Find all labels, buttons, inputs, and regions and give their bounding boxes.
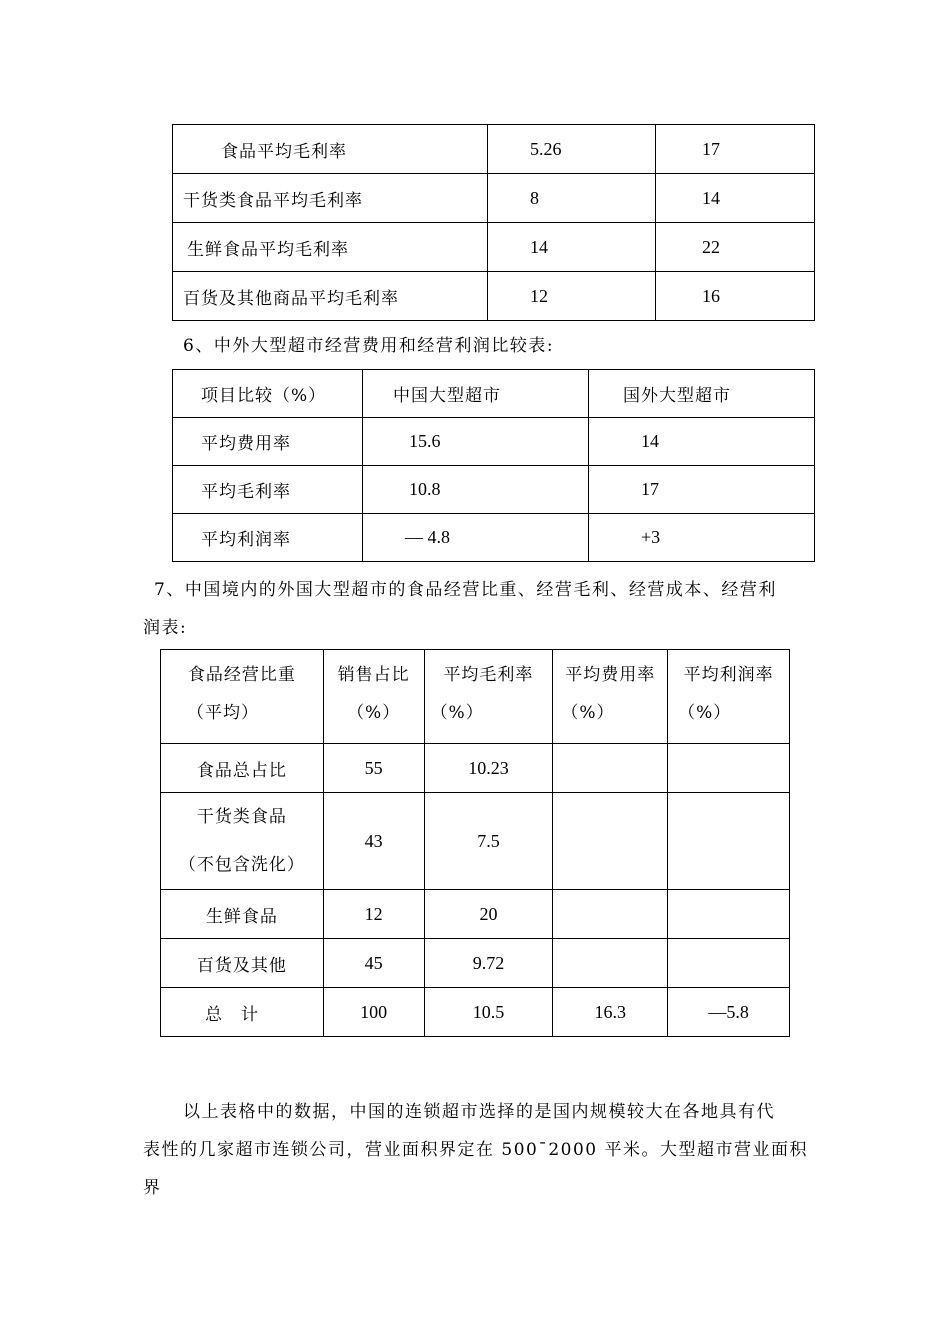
header-line: 销售占比 [337, 665, 410, 685]
section-6-heading: 6、中外大型超市经营费用和经营利润比较表: [183, 336, 555, 356]
china-value: 10.8 [363, 466, 589, 514]
gross-value: 7.5 [424, 793, 553, 890]
table-row [173, 223, 815, 272]
foreign-value: 14 [589, 418, 815, 466]
foreign-value: 22 [656, 223, 815, 272]
table-total-row [161, 988, 790, 1037]
sales-value: 100 [323, 988, 424, 1037]
table-row [161, 890, 790, 939]
row-label: 平均费用率 [173, 418, 363, 466]
row-label-note: （不包含洗化） [178, 855, 305, 875]
paragraph-line2: 表性的几家超市连锁公司，营业面积界定在 500¯2000 平米。大型超市营业面积 [143, 1140, 809, 1160]
profit-value [668, 890, 790, 939]
header-cost-rate [553, 650, 668, 744]
profit-value [668, 793, 790, 890]
gross-value: 20 [424, 890, 553, 939]
header-foreign: 国外大型超市 [589, 370, 815, 418]
gross-margin-table [172, 124, 815, 321]
header-line: （平均） [187, 703, 259, 723]
header-item: 项目比较（%） [173, 370, 363, 418]
sales-value: 12 [323, 890, 424, 939]
china-value: 14 [488, 223, 656, 272]
profit-value [668, 939, 790, 988]
total-label: 总 计 [161, 988, 324, 1037]
china-value: 8 [488, 174, 656, 223]
header-profit-rate [668, 650, 790, 744]
header-line: （%） [347, 703, 401, 723]
row-label: 干货类食品平均毛利率 [173, 174, 488, 223]
table-row [161, 744, 790, 793]
table-row [173, 514, 815, 562]
cost-value: 16.3 [553, 988, 668, 1037]
header-line: 平均费用率 [565, 665, 656, 685]
table-header-row [173, 370, 815, 418]
gross-value: 10.23 [424, 744, 553, 793]
row-label: 百货及其他商品平均毛利率 [173, 272, 488, 321]
cost-value [553, 939, 668, 988]
table-row [161, 793, 790, 890]
paragraph-line1: 以上表格中的数据，中国的连锁超市选择的是国内规模较大在各地具有代 [183, 1102, 775, 1122]
china-value: — 4.8 [363, 514, 589, 562]
header-line: 平均利润率 [683, 665, 774, 685]
row-label-cell [161, 793, 324, 890]
header-food-share [161, 650, 324, 744]
table-row [173, 125, 815, 174]
foreign-value: 14 [656, 174, 815, 223]
header-line: （%） [430, 703, 484, 723]
cost-value [553, 793, 668, 890]
food-operations-table [160, 649, 790, 1037]
row-label: 百货及其他 [161, 939, 324, 988]
header-line: 食品经营比重 [187, 665, 296, 685]
table-row [173, 418, 815, 466]
table-row [173, 466, 815, 514]
row-label: 生鲜食品 [161, 890, 324, 939]
header-sales-share [323, 650, 424, 744]
profit-value: —5.8 [668, 988, 790, 1037]
section-7-heading-line2: 润表: [143, 618, 188, 638]
header-line: （%） [678, 703, 732, 723]
sales-value: 55 [323, 744, 424, 793]
foreign-value: 17 [656, 125, 815, 174]
foreign-value: 17 [589, 466, 815, 514]
foreign-value: +3 [589, 514, 815, 562]
header-line: （%） [561, 703, 615, 723]
header-gross-margin [424, 650, 553, 744]
cost-value [553, 890, 668, 939]
table-row [173, 272, 815, 321]
china-value: 15.6 [363, 418, 589, 466]
paragraph-line3: 界 [143, 1178, 162, 1198]
gross-value: 10.5 [424, 988, 553, 1037]
row-label: 食品平均毛利率 [173, 125, 488, 174]
table-row [161, 939, 790, 988]
row-label: 平均利润率 [173, 514, 363, 562]
row-label: 食品总占比 [161, 744, 324, 793]
sales-value: 45 [323, 939, 424, 988]
china-value: 12 [488, 272, 656, 321]
cost-value [553, 744, 668, 793]
row-label: 平均毛利率 [173, 466, 363, 514]
cost-profit-comparison-table [172, 369, 815, 562]
sales-value: 43 [323, 793, 424, 890]
profit-value [668, 744, 790, 793]
gross-value: 9.72 [424, 939, 553, 988]
china-value: 5.26 [488, 125, 656, 174]
table-header-row [161, 650, 790, 744]
row-label: 生鲜食品平均毛利率 [173, 223, 488, 272]
header-china: 中国大型超市 [363, 370, 589, 418]
section-7-heading-line1: 7、中国境内的外国大型超市的食品经营比重、经营毛利、经营成本、经营利 [154, 580, 777, 600]
table-row [173, 174, 815, 223]
foreign-value: 16 [656, 272, 815, 321]
header-line: 平均毛利率 [443, 665, 534, 685]
row-label: 干货类食品 [196, 807, 287, 827]
